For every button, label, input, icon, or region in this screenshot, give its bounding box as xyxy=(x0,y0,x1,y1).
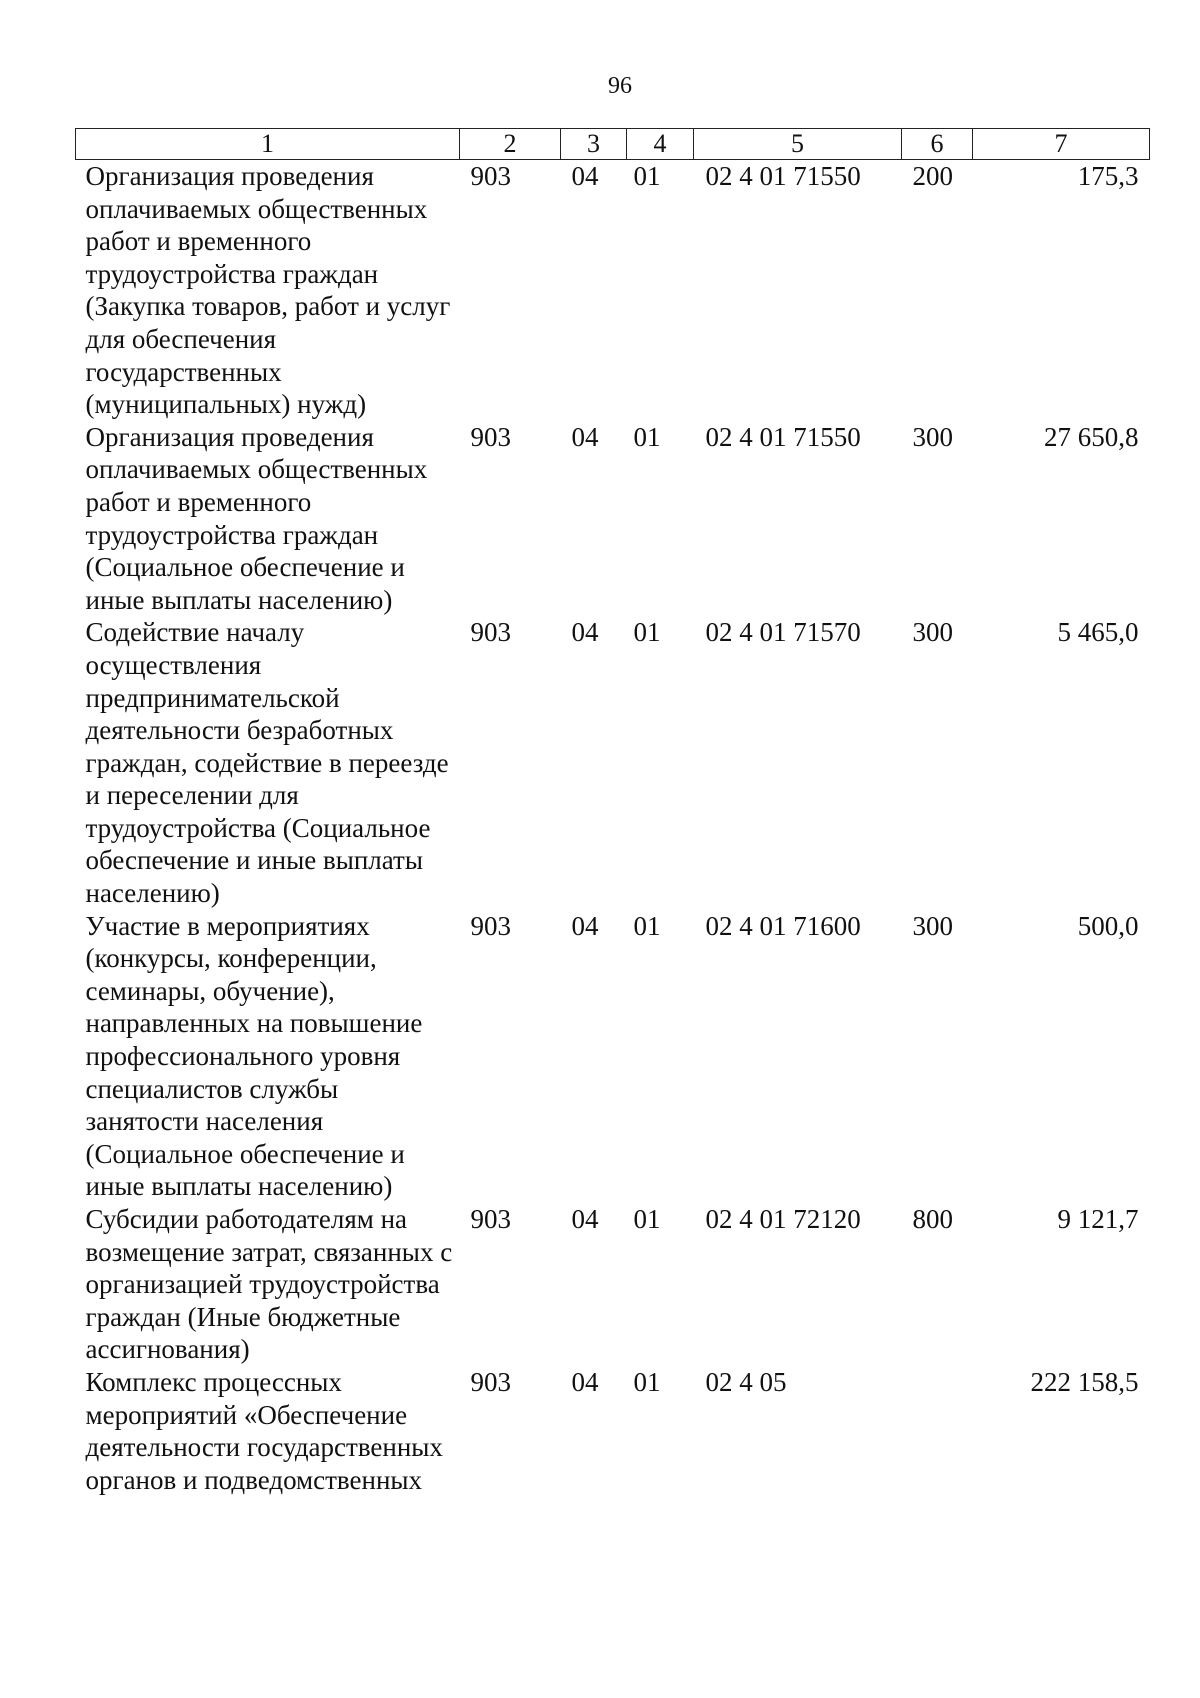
table-row xyxy=(76,910,1150,1203)
column-header-3: 3 xyxy=(561,129,627,160)
row-name: Организация проведения оплачиваемых общественных работ и временного трудоустройства граждан (Закупка товаров, работ и услуг для обеспечения государственных (муниципальных) нужд) xyxy=(85,161,451,420)
row-col4: 01 xyxy=(633,161,661,191)
row-col5: 02 4 01 71600 xyxy=(705,910,861,941)
row-col4: 01 xyxy=(633,1204,661,1234)
column-header-7: 7 xyxy=(973,129,1150,160)
column-header-2: 2 xyxy=(460,129,561,160)
column-header-1: 1 xyxy=(76,129,460,160)
row-col5: 02 4 01 71550 xyxy=(705,421,861,452)
row-col4: 01 xyxy=(633,910,661,941)
row-col6: 300 xyxy=(912,421,953,452)
row-col3: 04 xyxy=(571,1204,599,1234)
header-row xyxy=(76,129,1150,160)
row-col3: 04 xyxy=(571,1366,599,1397)
row-name: Комплекс процессных мероприятий «Обеспечение деятельности государственных органов и подведомственных xyxy=(85,1366,443,1495)
row-col6: 800 xyxy=(912,1204,953,1234)
table-body xyxy=(76,160,1150,1497)
row-col3: 04 xyxy=(571,421,599,452)
row-col7: 175,3 xyxy=(1077,161,1139,191)
column-header-5: 5 xyxy=(694,129,902,160)
row-col4: 01 xyxy=(633,421,661,452)
row-col6: 300 xyxy=(912,617,953,648)
row-col7: 5 465,0 xyxy=(1057,617,1139,648)
row-name: Содействие началу осуществления предпринимательской деятельности безработных граждан, содействие в переезде и переселении для трудоустройства (Социальное обеспечение и иные выплаты населению) xyxy=(85,617,449,909)
table-row xyxy=(76,160,1150,421)
row-col7: 9 121,7 xyxy=(1057,1204,1139,1234)
table-row xyxy=(76,1203,1150,1366)
row-col2: 903 xyxy=(470,421,511,452)
row-name: Организация проведения оплачиваемых общественных работ и временного трудоустройства граждан (Социальное обеспечение и иные выплаты населению) xyxy=(85,421,428,615)
row-name: Субсидии работодателям на возмещение затрат, связанных с организацией трудоустройства граждан (Иные бюджетные ассигнования) xyxy=(85,1204,453,1365)
row-col7: 27 650,8 xyxy=(1044,421,1139,452)
row-col5: 02 4 05 xyxy=(705,1366,787,1397)
row-col4: 01 xyxy=(633,1366,661,1397)
table-row xyxy=(76,1366,1150,1496)
row-col2: 903 xyxy=(470,1204,511,1234)
row-col5: 02 4 01 71570 xyxy=(705,617,861,648)
budget-table xyxy=(75,128,1150,1496)
column-header-4: 4 xyxy=(627,129,694,160)
row-col2: 903 xyxy=(470,617,511,648)
table-row xyxy=(76,616,1150,909)
row-name: Участие в мероприятиях (конкурсы, конференции, семинары, обучение), направленных на повышение профессионального уровня специалистов службы занятости населения (Социальное обеспечение и иные выплаты населению) xyxy=(85,910,423,1202)
row-col6: 200 xyxy=(912,161,953,191)
column-header-6: 6 xyxy=(902,129,973,160)
page-number: 96 xyxy=(608,73,632,99)
row-col6: 300 xyxy=(912,910,953,941)
row-col7: 500,0 xyxy=(1077,910,1139,941)
row-col4: 01 xyxy=(633,617,661,648)
row-col2: 903 xyxy=(470,161,511,191)
row-col3: 04 xyxy=(571,161,599,191)
row-col3: 04 xyxy=(571,910,599,941)
row-col6 xyxy=(902,1366,973,1496)
row-col7: 222 158,5 xyxy=(1030,1366,1139,1397)
row-col5: 02 4 01 72120 xyxy=(705,1204,861,1234)
row-col3: 04 xyxy=(571,617,599,648)
row-col5: 02 4 01 71550 xyxy=(705,161,861,191)
row-col2: 903 xyxy=(470,1366,511,1397)
row-col2: 903 xyxy=(470,910,511,941)
table-row xyxy=(76,421,1150,617)
table-header xyxy=(76,129,1150,160)
